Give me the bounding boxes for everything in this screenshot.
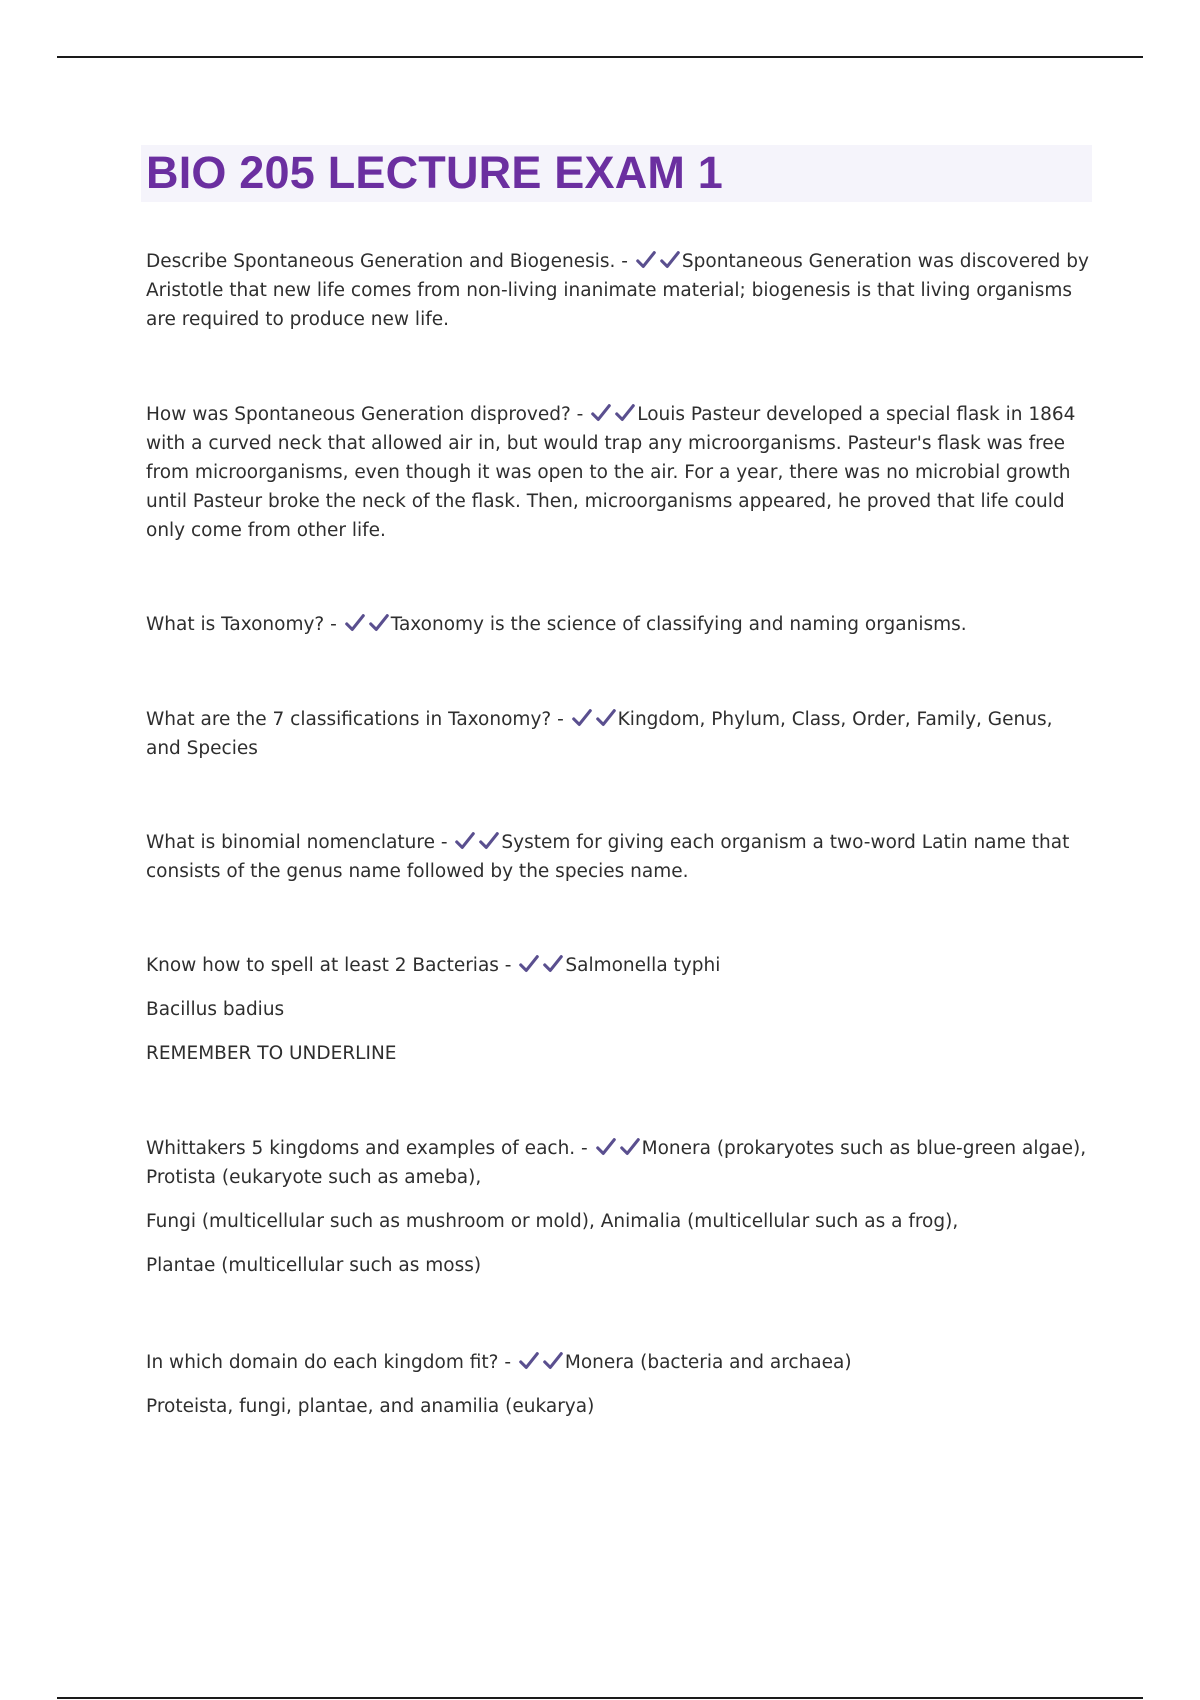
document-title: BIO 205 LECTURE EXAM 1 bbox=[146, 147, 724, 198]
answer-text: Taxonomy is the science of classifying and naming organisms. bbox=[390, 614, 967, 635]
qa-entry bbox=[146, 951, 1092, 980]
qa-item bbox=[146, 400, 1092, 545]
checkmark-icon bbox=[590, 402, 612, 424]
checkmark-icon bbox=[478, 830, 500, 852]
question-text: In which domain do each kingdom fit? - bbox=[146, 1352, 512, 1373]
question-text: How was Spontaneous Generation disproved? - bbox=[146, 404, 584, 425]
question-text: What is binomial nomenclature - bbox=[146, 832, 448, 853]
qa-entry bbox=[146, 610, 1092, 639]
question-text: What are the 7 classifications in Taxonomy? - bbox=[146, 709, 564, 730]
top-rule bbox=[57, 56, 1143, 58]
checkmark-icon bbox=[344, 612, 366, 634]
question-text: What is Taxonomy? - bbox=[146, 614, 337, 635]
qa-item bbox=[146, 951, 1092, 1068]
answer-line: REMEMBER TO UNDERLINE bbox=[146, 1043, 397, 1064]
qa-item bbox=[146, 610, 1092, 639]
checkmark-icon bbox=[542, 1350, 564, 1372]
question-text: Describe Spontaneous Generation and Biogenesis. - bbox=[146, 251, 628, 272]
qa-entry bbox=[146, 247, 1092, 334]
checkmark-icon bbox=[368, 612, 390, 634]
checkmark-icon bbox=[518, 1350, 540, 1372]
checkmark-icon bbox=[542, 953, 564, 975]
question-text: Whittakers 5 kingdoms and examples of each. - bbox=[146, 1138, 588, 1159]
qa-entry bbox=[146, 1134, 1092, 1192]
answer-text: Kingdom, Phylum, Class, Order, Family, Genus, and Species bbox=[146, 709, 1053, 759]
checkmark-icon bbox=[659, 249, 681, 271]
answer-line: Fungi (multicellular such as mushroom or mold), Animalia (multicellular such as a frog), bbox=[146, 1211, 959, 1232]
qa-item bbox=[146, 828, 1092, 886]
answer-text: Louis Pasteur developed a special flask in 1864 with a curved neck that allowed air in, but would trap any microorganisms. Pasteur's flask was free from microorganisms, even though it was open to the air. For a year, there was no microbial growth until Pasteur broke the neck of the flask. Then, microorganisms appeared, he proved that life could only come from other life. bbox=[146, 404, 1076, 541]
checkmark-icon bbox=[595, 1136, 617, 1158]
qa-item bbox=[146, 705, 1092, 763]
answer-text: System for giving each organism a two-word Latin name that consists of the genus name followed by the species name. bbox=[146, 832, 1070, 882]
checkmark-icon bbox=[619, 1136, 641, 1158]
qa-item bbox=[146, 1134, 1092, 1280]
checkmark-icon bbox=[614, 402, 636, 424]
qa-item bbox=[146, 247, 1092, 334]
answer-text: Spontaneous Generation was discovered by Aristotle that new life comes from non-living inanimate material; biogenesis is that living organisms are required to produce new life. bbox=[146, 251, 1089, 330]
checkmark-icon bbox=[571, 707, 593, 729]
question-text: Know how to spell at least 2 Bacterias - bbox=[146, 955, 512, 976]
answer-line: Plantae (multicellular such as moss) bbox=[146, 1255, 482, 1276]
answer-line: Proteista, fungi, plantae, and anamilia (eukarya) bbox=[146, 1396, 595, 1417]
checkmark-icon bbox=[454, 830, 476, 852]
answer-text: Monera (bacteria and archaea) bbox=[564, 1352, 852, 1373]
bottom-rule bbox=[57, 1697, 1143, 1699]
answer-text: Salmonella typhi bbox=[565, 955, 721, 976]
qa-item bbox=[146, 1348, 1092, 1421]
qa-entry bbox=[146, 400, 1092, 545]
qa-entry bbox=[146, 1348, 1092, 1377]
qa-entry bbox=[146, 705, 1092, 763]
answer-line: Bacillus badius bbox=[146, 999, 285, 1020]
checkmark-icon bbox=[635, 249, 657, 271]
qa-entry bbox=[146, 828, 1092, 886]
checkmark-icon bbox=[518, 953, 540, 975]
checkmark-icon bbox=[595, 707, 617, 729]
answer-text: Monera (prokaryotes such as blue-green algae), Protista (eukaryote such as ameba), bbox=[146, 1138, 1087, 1188]
